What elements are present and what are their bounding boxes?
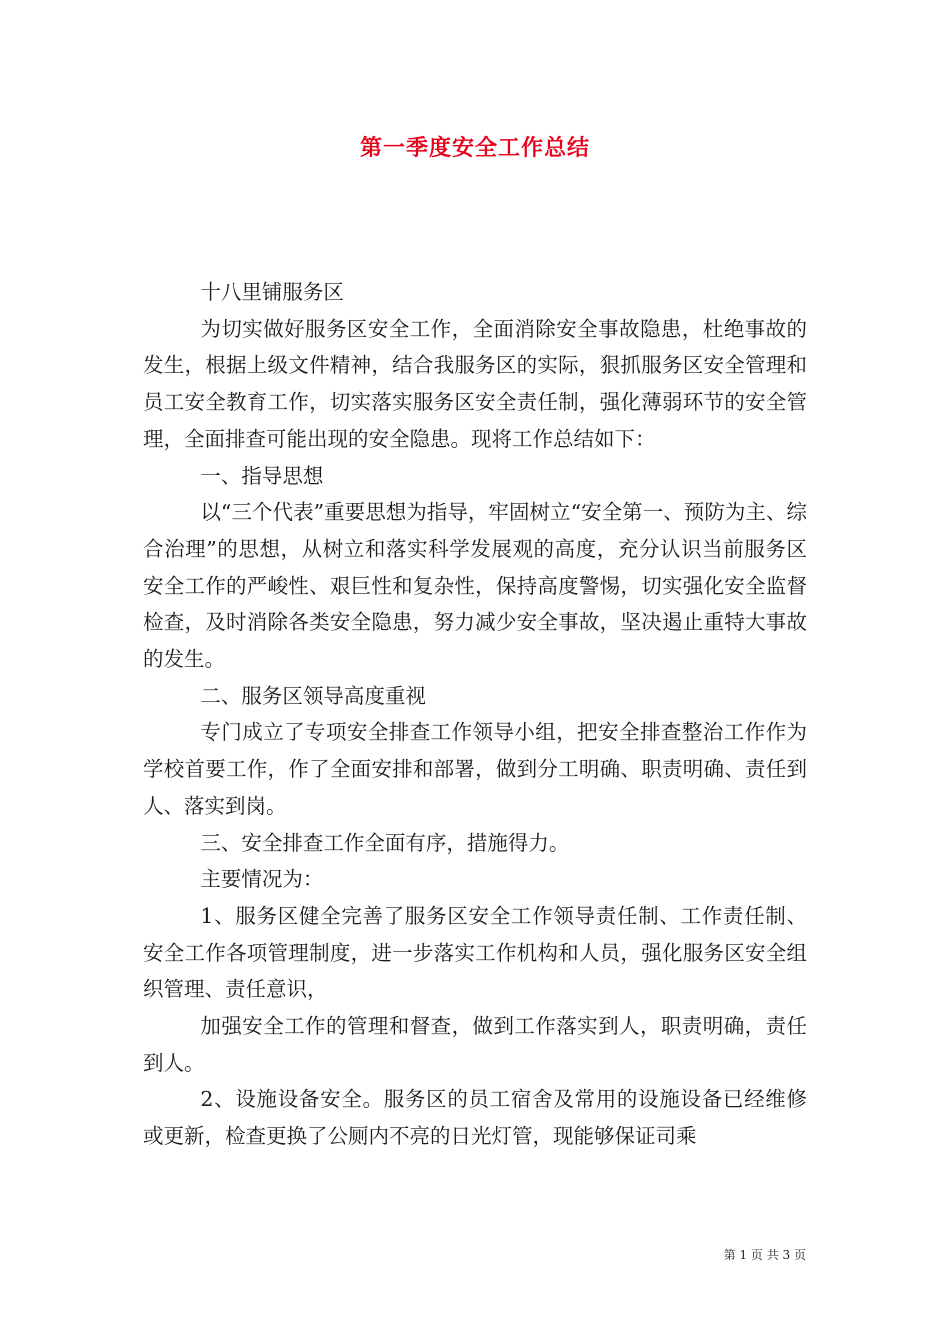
paragraph: 一、指导思想 [200,463,324,488]
paragraph: 十八里铺服务区 [200,280,344,304]
document-body [143,274,807,1155]
paragraph: 为切实做好服务区安全工作，全面消除安全事故隐患，杜绝事故的发生，根据上级文件精神，结合我服务区的实际，狠抓服务区安全管理和员工安全教育工作，切实落实服务区安全责任制，强化薄弱环节的安全管理，全面排查可能出现的安全隐患。现将工作总结如下： [143,316,807,451]
paragraph: 以“三个代表”重要思想为指导，牢固树立“安全第一、预防为主、综合治理”的思想，从树立和落实科学发展观的高度，充分认识当前服务区安全工作的严峻性、艰巨性和复杂性，保持高度警惕，切实强化安全监督检查，及时消除各类安全隐患，努力减少安全事故，坚决遏止重特大事故的发生。 [143,500,807,672]
paragraph: 2、设施设备安全。服务区的员工宿舍及常用的设施设备已经维修或更新，检查更换了公厕内不亮的日光灯管，现能够保证司乘 [143,1087,807,1149]
page-number-footer: 第 1 页 共 3 页 [723,1248,806,1262]
paragraph: 加强安全工作的管理和督查，做到工作落实到人，职责明确，责任到人。 [143,1014,807,1075]
paragraph: 三、安全排查工作全面有序，措施得力。 [200,830,570,855]
document-title: 第一季度安全工作总结 [359,136,590,161]
paragraph: 主要情况为： [200,867,324,892]
paragraph: 专门成立了专项安全排查工作领导小组，把安全排查整治工作作为学校首要工作，作了全面安排和部署，做到分工明确、职责明确、责任到人、落实到岗。 [143,720,807,818]
paragraph: 二、服务区领导高度重视 [200,683,426,708]
paragraph: 1、服务区健全完善了服务区安全工作领导责任制、工作责任制、安全工作各项管理制度，进一步落实工作机构和人员，强化服务区安全组织管理、责任意识， [143,903,807,1002]
